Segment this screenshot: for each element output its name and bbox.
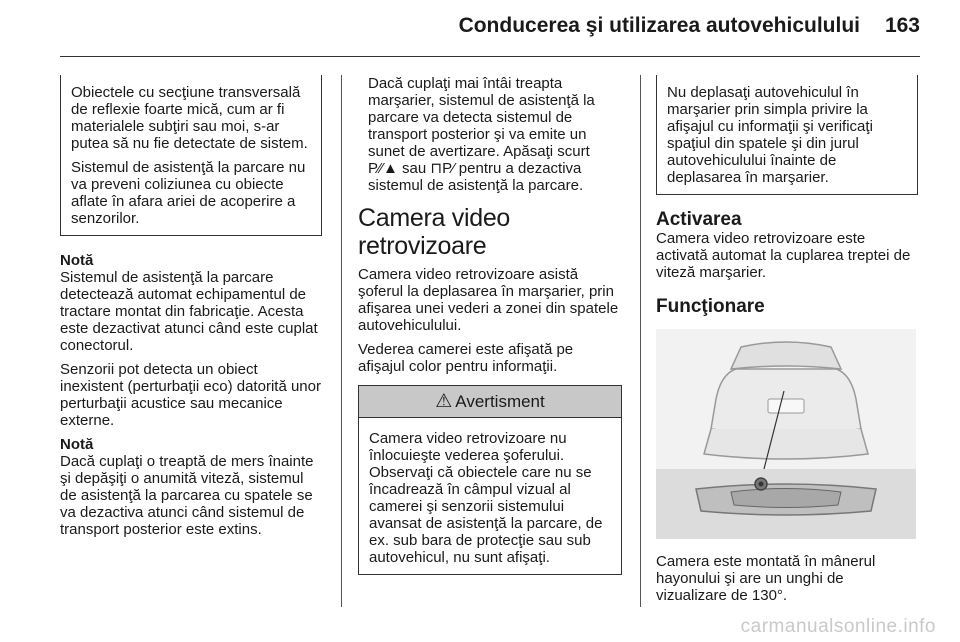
note-title-1: Notă (60, 252, 94, 269)
page-number: 163 (884, 14, 920, 37)
tailgate-camera-drawing (656, 329, 916, 539)
warning-box (358, 385, 622, 575)
caution-paragraph-1: Obiectele cu secţiune transversală de reflexie foarte mică, cum ar fi materialele subţiri sau moi, s-ar putea să nu fie detectate de sistem. (71, 84, 308, 152)
rear-carrier-icon: ⊓P⁄ (430, 160, 455, 177)
caution-paragraph-2: Sistemul de asistenţă la parcare nu va preveni coliziunea cu obiecte aflate în afara ariei de acoperire a senzorilor. (71, 159, 306, 227)
rear-camera-illustration (656, 329, 916, 539)
note-text-2: Dacă cuplaţi o treaptă de mers înainte şi depăşiţi o anumită viteză, sistemul de asistenţă la parcarea cu spatele se va dezactiva atunci când sistemul de transport posterior este extins. (60, 453, 314, 538)
watermark: carmanualsonline.info (740, 616, 936, 637)
note-text-1: Sistemul de asistenţă la parcare detectează automat echipamentul de tractare montat din fabricaţie. Acesta este dezactivat atunci când este cuplat conectorul. (60, 269, 318, 354)
heading-function: Funcţionare (656, 296, 765, 317)
heading-activation: Activarea (656, 209, 742, 230)
camera-paragraph-2: Vederea camerei este afişată pe afişajul color pentru informaţii. (358, 341, 574, 375)
activation-paragraph: Camera video retrovizoare este activată automat la cuplarea treptei de viteză marşarier. (656, 230, 911, 281)
sensors-paragraph: Senzorii pot detecta un obiect inexistent (perturbaţii eco) datorită unor perturbaţii acustice sau mecanice externe. (60, 361, 321, 429)
intro-or: sau (402, 160, 427, 177)
running-header-title: Conducerea şi utilizarea autovehiculului (458, 14, 860, 37)
column-divider-right (640, 75, 641, 607)
section-heading-rear-camera: Camera video retrovizoare (358, 204, 511, 260)
intro-text-a: Dacă cuplaţi mai întâi treapta marşarier, sistemul de asistenţă la parcare va detecta sistemul de transport posterior şi va emite un sunet de avertizare. Apăsaţi scurt (368, 75, 595, 160)
note-title-2: Notă (60, 436, 94, 453)
intro-paragraph (368, 75, 622, 194)
intro-text-b: pentru a dezactiva sistemul de asistenţă la parcare. (368, 160, 584, 194)
camera-location-caption: Camera este montată în mânerul hayonului şi are un unghi de vizualizare de 130°. (656, 553, 876, 604)
header-rule (60, 56, 920, 57)
column-2 (358, 75, 622, 575)
warning-icon: ⚠ (435, 391, 453, 412)
column-1 (60, 75, 322, 545)
warning-continued-box: Nu deplasaţi autovehiculul în marşarier prin simpla privire la afişajul cu informaţii şi verificaţi spaţiul din spatele şi din jurul autovehiculului înainte de deplasarea în marşarier. (656, 75, 918, 195)
column-divider-left (341, 75, 342, 607)
camera-paragraph-1: Camera video retrovizoare asistă şoferul la deplasarea în marşarier, prin afişarea unei vederi a zonei din spatele autovehiculului. (358, 266, 619, 334)
caution-box (60, 75, 322, 236)
column-3 (656, 75, 918, 611)
warning-header (359, 386, 621, 418)
parking-assist-button-icon: P⁄⁄▲ (368, 160, 398, 177)
warning-title: Avertisment (455, 392, 545, 411)
warning-body: Camera video retrovizoare nu înlocuieşte vederea şoferului. Observaţi că obiectele care nu se încadrează în câmpul vizual al camerei şi senzorii sistemului avansat de asistenţă la parcare, de ex. sub bara de protecţie sau sub autovehicul, nu sunt afişaţi. (369, 430, 603, 566)
